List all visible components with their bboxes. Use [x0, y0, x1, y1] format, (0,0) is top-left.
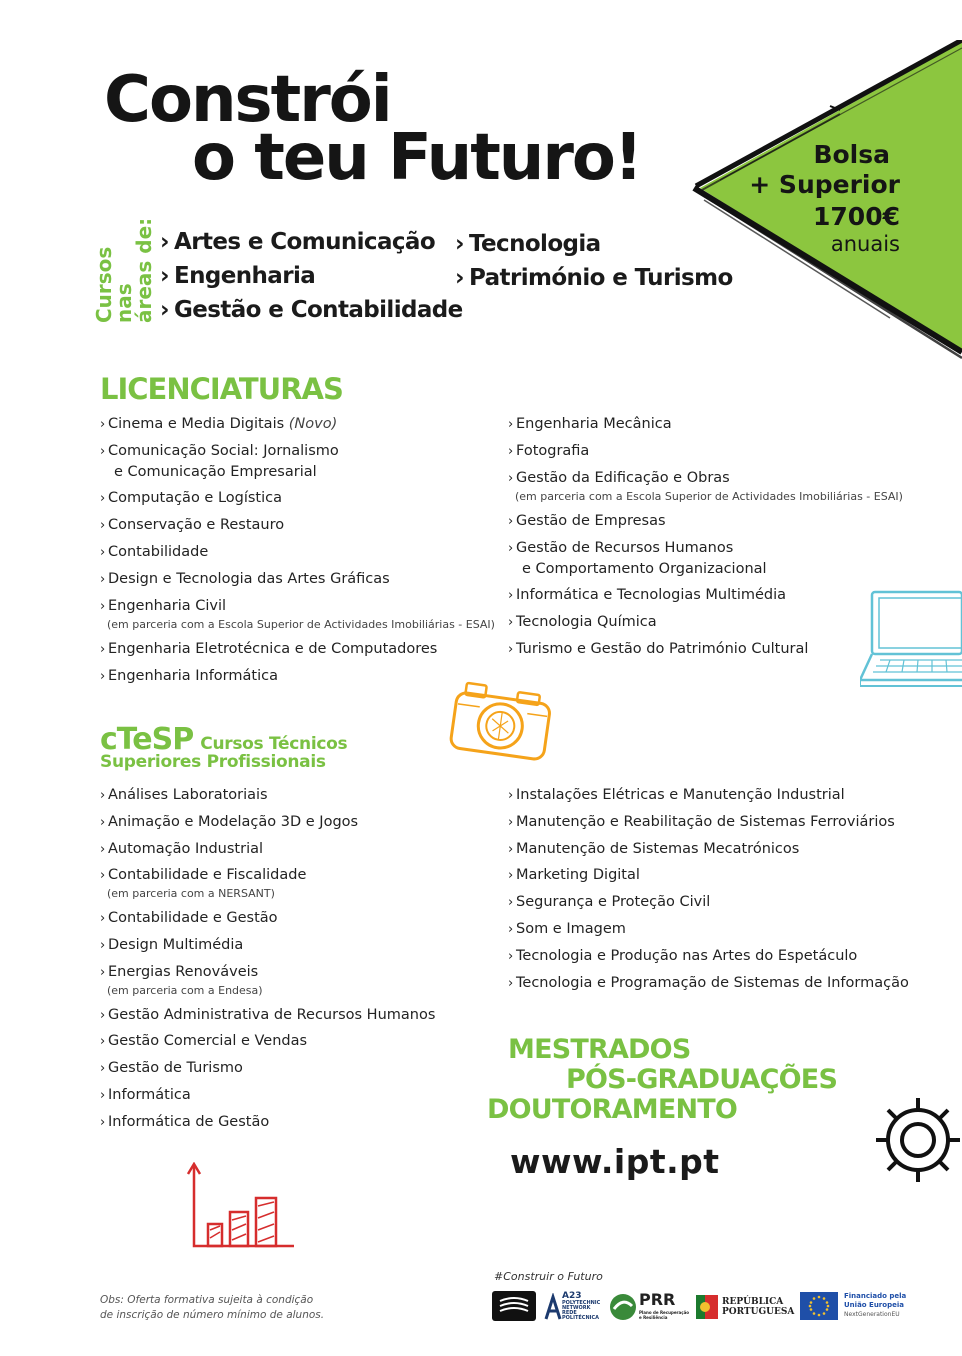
obs-line1: Obs: Oferta formativa sujeita à condição: [100, 1294, 314, 1306]
course-name: Gestão de Recursos Humanos: [516, 540, 734, 556]
list-item: › Computação e Logística: [100, 490, 283, 506]
course-name: Gestão Comercial e Vendas: [108, 1033, 308, 1050]
eu-line3: NextGenerationEU: [844, 1311, 900, 1318]
list-item: › Gestão de Empresas: [508, 513, 666, 529]
area-item: › Tecnologia: [455, 231, 601, 257]
bolsa-text: [740, 140, 900, 254]
course-name: Gestão de Turismo: [108, 1060, 243, 1077]
list-item: › Engenharia Mecânica: [508, 416, 672, 432]
laptop-icon: [860, 586, 962, 690]
obs-line2: de inscrição de número mínimo de alunos.: [100, 1309, 325, 1321]
course-name: Informática de Gestão: [108, 1113, 270, 1130]
course-name: Fotografia: [516, 443, 590, 459]
course-name: Design Multimédia: [108, 936, 244, 953]
course-name: Gestão da Edificação e Obras: [516, 470, 730, 486]
bolsa-line1: Bolsa: [813, 140, 890, 169]
list-item: › Engenharia Civil (em parceria com a Escola Superior de Actividades Imobiliárias - ESAI): [100, 598, 495, 631]
a23-label: A23: [562, 1291, 582, 1301]
list-item: › Gestão Administrativa de Recursos Humanos: [100, 1006, 436, 1023]
list-item: › Tecnologia Química: [508, 614, 657, 630]
page-title-line1: Constrói: [104, 63, 391, 137]
camera-icon: [448, 680, 554, 762]
ctesp-list-left: [100, 785, 435, 1139]
course-partnership: (em parceria com a Escola Superior de Actividades Imobiliárias - ESAI): [107, 618, 495, 631]
area-label: Artes e Comunicação: [174, 229, 436, 255]
bar-chart-icon: [184, 1162, 296, 1258]
website-url[interactable]: www.ipt.pt: [510, 1142, 720, 1181]
areas-label-line2: áreas de:: [132, 217, 156, 323]
prr-label: PRR: [639, 1290, 676, 1309]
prr-logo: [608, 1291, 690, 1323]
list-item: › Gestão Comercial e Vendas: [100, 1033, 308, 1050]
list-item: › Informática de Gestão: [100, 1113, 270, 1130]
list-item: › Animação e Modelação 3D e Jogos: [100, 813, 359, 830]
doutoramento-label: DOUTORAMENTO: [487, 1094, 738, 1125]
course-name: Informática: [108, 1086, 191, 1103]
a23-logo: [544, 1291, 604, 1323]
course-name: Contabilidade: [108, 544, 209, 560]
licenciaturas-list-left: [100, 414, 495, 693]
page-title-line2: o teu Futuro!: [192, 121, 642, 195]
list-item: › Gestão de Turismo: [100, 1060, 243, 1077]
a23-line3: NETWORK: [562, 1305, 591, 1311]
area-label: Engenharia: [174, 263, 316, 289]
eu-line1: Financiado pela: [844, 1292, 907, 1300]
ctesp-list-right: [508, 785, 909, 999]
course-name: Instalações Elétricas e Manutenção Industrial: [516, 787, 845, 803]
course-note: (Novo): [288, 416, 338, 432]
course-name: Informática e Tecnologias Multimédia: [516, 587, 787, 603]
course-name: Gestão Administrativa de Recursos Humanos: [108, 1006, 436, 1023]
mestrados-label: MESTRADOS: [508, 1034, 691, 1065]
list-item: › Gestão de Recursos Humanos e Comportamento Organizacional: [508, 538, 903, 579]
area-item: › Artes e Comunicação: [160, 229, 436, 255]
list-item: › Contabilidade e Fiscalidade (em parceria com a NERSANT): [100, 865, 435, 902]
course-name: Energias Renováveis: [108, 963, 259, 980]
ctesp-subtitle2: Superiores Profissionais: [100, 752, 326, 772]
republica-line1: REPÚBLICA: [722, 1297, 784, 1307]
list-item: › Informática: [100, 1086, 191, 1103]
areas-label-line1: Cursos nas: [92, 246, 136, 323]
course-name: Tecnologia Química: [516, 614, 657, 630]
hashtag: #Construir o Futuro: [494, 1270, 603, 1283]
a23-line2: POLYTECHNIC: [562, 1300, 601, 1306]
a23-line5: POLITÉCNICA: [562, 1315, 600, 1321]
course-name: Automação Industrial: [108, 840, 264, 857]
list-item: › Instalações Elétricas e Manutenção Industrial: [508, 787, 845, 803]
course-name: Engenharia Civil: [108, 598, 227, 614]
list-item: › Design e Tecnologia das Artes Gráficas: [100, 571, 390, 587]
prr-line2: Plano de Recuperação: [639, 1310, 690, 1315]
list-item: › Manutenção de Sistemas Mecatrónicos: [508, 840, 800, 857]
list-item: › Tecnologia e Produção nas Artes do Espetáculo: [508, 947, 858, 964]
pos-graduacoes-label: PÓS-GRADUAÇÕES: [566, 1064, 838, 1095]
list-item: › Manutenção e Reabilitação de Sistemas Ferroviários: [508, 813, 895, 830]
area-item: › Engenharia: [160, 263, 316, 289]
licenciaturas-list-right: [508, 414, 903, 666]
course-name: Engenharia Mecânica: [516, 416, 672, 432]
list-item: › Conservação e Restauro: [100, 517, 285, 533]
course-name: Manutenção de Sistemas Mecatrónicos: [516, 840, 800, 857]
course-name: Som e Imagem: [516, 920, 626, 937]
a23-line4: REDE: [562, 1310, 577, 1316]
course-name: Tecnologia e Produção nas Artes do Espetáculo: [516, 947, 858, 964]
course-name: Turismo e Gestão do Património Cultural: [516, 641, 809, 657]
republica-portuguesa-logo: [696, 1291, 795, 1323]
eu-line2: União Europeia: [844, 1301, 904, 1309]
area-label: Tecnologia: [469, 231, 601, 257]
ipt-logo: [492, 1291, 536, 1321]
course-name: Computação e Logística: [108, 490, 283, 506]
republica-line2: PORTUGUESA: [722, 1307, 795, 1317]
course-name: Gestão de Empresas: [516, 513, 666, 529]
list-item: › Automação Industrial: [100, 840, 264, 857]
list-item: › Marketing Digital: [508, 867, 640, 884]
eu-flag-icon: [800, 1292, 838, 1320]
course-name-continued: e Comportamento Organizacional: [522, 561, 767, 577]
list-item: › Tecnologia e Programação de Sistemas de Informação: [508, 974, 909, 991]
bolsa-line2: + Superior: [749, 170, 900, 199]
area-item: › Património e Turismo: [455, 265, 733, 291]
bolsa-amount: 1700€: [813, 202, 900, 231]
list-item: › Contabilidade e Gestão: [100, 910, 278, 927]
course-partnership: (em parceria com a Endesa): [107, 983, 263, 997]
course-partnership: (em parceria com a Escola Superior de Actividades Imobiliárias - ESAI): [515, 490, 903, 503]
gear-icon: [866, 1090, 962, 1190]
course-name: Análises Laboratoriais: [108, 787, 268, 803]
obs-note: [100, 1293, 324, 1323]
course-name: Engenharia Informática: [108, 668, 278, 684]
course-name: Contabilidade e Fiscalidade: [108, 867, 307, 884]
course-name: Engenharia Eletrotécnica e de Computadores: [108, 641, 438, 657]
course-name: Contabilidade e Gestão: [108, 910, 278, 927]
course-name: Segurança e Proteção Civil: [516, 894, 711, 911]
course-name: Conservação e Restauro: [108, 517, 285, 533]
list-item: › Engenharia Informática: [100, 668, 278, 684]
list-item: › Informática e Tecnologias Multimédia: [508, 587, 787, 603]
list-item: › Fotografia: [508, 443, 590, 459]
course-name: Animação e Modelação 3D e Jogos: [108, 813, 359, 830]
eu-funding-logo: [800, 1290, 930, 1324]
list-item: › Energias Renováveis (em parceria com a Endesa): [100, 962, 435, 999]
course-name: Tecnologia e Programação de Sistemas de Informação: [516, 974, 909, 991]
course-partnership: (em parceria com a NERSANT): [107, 887, 275, 901]
licenciaturas-title: LICENCIATURAS: [100, 372, 343, 406]
ctesp-title: cTeSP: [100, 722, 194, 757]
area-item: › Gestão e Contabilidade: [160, 297, 463, 323]
course-name: Design e Tecnologia das Artes Gráficas: [108, 571, 390, 587]
course-name: Marketing Digital: [516, 867, 640, 884]
course-name: Manutenção e Reabilitação de Sistemas Ferroviários: [516, 813, 895, 830]
areas-vertical-label: [94, 203, 154, 323]
list-item: › Gestão da Edificação e Obras (em parceria com a Escola Superior de Actividades Imobiliárias - ESAI): [508, 470, 903, 503]
bolsa-line4: anuais: [830, 232, 900, 256]
list-item: › Contabilidade: [100, 544, 209, 560]
list-item: › Design Multimédia: [100, 936, 244, 953]
list-item: › Segurança e Proteção Civil: [508, 894, 711, 911]
area-label: Património e Turismo: [469, 265, 733, 291]
course-name: Comunicação Social: Jornalismo: [108, 443, 339, 459]
course-name: Cinema e Media Digitais: [108, 416, 285, 432]
list-item: › Engenharia Eletrotécnica e de Computadores: [100, 641, 438, 657]
prr-line3: e Resiliência: [639, 1315, 668, 1320]
list-item: › Análises Laboratoriais: [100, 787, 268, 803]
areas-list-right: [455, 227, 733, 295]
list-item: › Cinema e Media Digitais (Novo): [100, 416, 338, 432]
areas-list-left: [160, 225, 463, 327]
list-item: › Turismo e Gestão do Património Cultural: [508, 641, 809, 657]
list-item: › Som e Imagem: [508, 920, 626, 937]
list-item: › Comunicação Social: Jornalismo e Comunicação Empresarial: [100, 441, 495, 482]
ctesp-subtitle1: Cursos Técnicos: [200, 734, 348, 754]
course-name-continued: e Comunicação Empresarial: [114, 464, 317, 480]
area-label: Gestão e Contabilidade: [174, 297, 463, 323]
